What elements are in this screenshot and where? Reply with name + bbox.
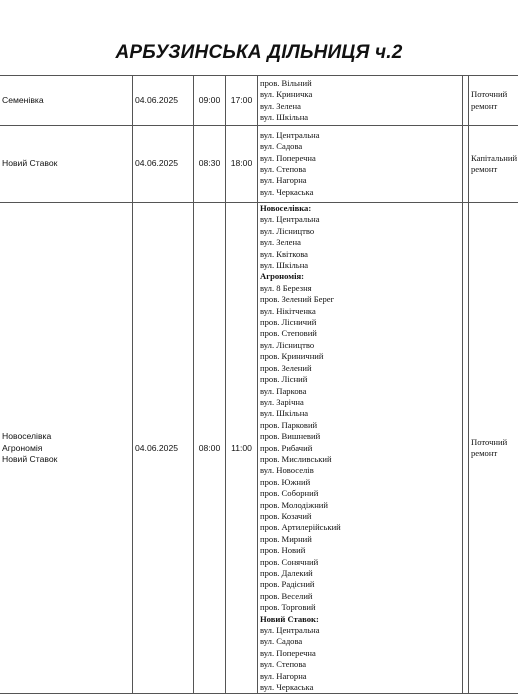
work-type-text: ремонт bbox=[471, 100, 498, 111]
street-name: вул. Центральна bbox=[260, 129, 320, 140]
street-group-heading: Новоселівка: bbox=[260, 203, 312, 213]
street-name: пров. Молодіжний bbox=[260, 499, 328, 510]
street-group-heading: Новий Ставок: bbox=[260, 613, 319, 624]
street-name: вул. Центральна bbox=[260, 625, 320, 636]
street-name: пров. Новий bbox=[260, 545, 306, 556]
date-cell: 04.06.2025 bbox=[133, 203, 194, 694]
street-name: вул. Нагорна bbox=[260, 670, 307, 681]
table-row bbox=[0, 76, 518, 126]
street-name: вул. Садова bbox=[260, 636, 303, 647]
street-name: пров. Козачий bbox=[260, 510, 312, 521]
streets-cell bbox=[258, 203, 463, 694]
work-type-text: Поточний bbox=[471, 436, 508, 447]
street-name: вул. Зелена bbox=[260, 100, 301, 111]
streets-cell bbox=[258, 126, 463, 203]
work-type-text: ремонт bbox=[471, 448, 498, 459]
work-type-cell bbox=[469, 126, 518, 203]
date-cell: 04.06.2025 bbox=[133, 126, 194, 203]
street-name: вул. Лісництво bbox=[260, 339, 315, 350]
work-type-cell bbox=[469, 76, 518, 126]
time-to-cell: 17:00 bbox=[226, 76, 258, 126]
street-name: пров. Артилерійський bbox=[260, 522, 341, 533]
street-name: вул. Поперечна bbox=[260, 152, 316, 163]
streets-cell bbox=[258, 76, 463, 126]
street-name: вул. Нагорна bbox=[260, 175, 307, 186]
locality-cell bbox=[0, 76, 133, 126]
street-name: вул. Поперечна bbox=[260, 647, 316, 658]
street-name: пров. Степовий bbox=[260, 328, 317, 339]
street-name: вул. Паркова bbox=[260, 385, 307, 396]
locality-name: Агрономія bbox=[2, 442, 43, 453]
work-type-text: Капітальний bbox=[471, 152, 518, 163]
street-name: пров. Зелений Берег bbox=[260, 294, 335, 305]
page-title: АРБУЗИНСЬКА ДІЛЬНИЦЯ ч.2 bbox=[115, 42, 403, 63]
street-name: вул. Садова bbox=[260, 141, 303, 152]
street-name: пров. Криничний bbox=[260, 351, 324, 362]
time-from-cell: 08:00 bbox=[194, 203, 226, 694]
street-name: вул. Лісництво bbox=[260, 225, 315, 236]
street-name: пров. Вільний bbox=[260, 77, 312, 88]
street-name: вул. Новоселів bbox=[260, 465, 314, 476]
locality-name: Новоселівка bbox=[2, 431, 52, 442]
time-from-cell: 09:00 bbox=[194, 76, 226, 126]
street-name: пров. Торговий bbox=[260, 602, 316, 613]
street-name: вул. Шкільна bbox=[260, 111, 309, 122]
locality-cell bbox=[0, 203, 133, 694]
street-name: пров. Веселий bbox=[260, 590, 313, 601]
street-name: пров. Мирний bbox=[260, 533, 312, 544]
street-name: вул. Черкаська bbox=[260, 682, 314, 693]
street-name: вул. Зелена bbox=[260, 237, 301, 248]
locality-name: Новий Ставок bbox=[2, 158, 58, 169]
street-name: вул. Шкільна bbox=[260, 408, 309, 419]
work-type-cell bbox=[469, 203, 518, 694]
locality-cell bbox=[0, 126, 133, 203]
street-name: пров. Вишневий bbox=[260, 431, 321, 442]
street-name: вул. 8 Березня bbox=[260, 282, 312, 293]
time-from-cell: 08:30 bbox=[194, 126, 226, 203]
street-name: вул. Центральна bbox=[260, 214, 320, 225]
time-to-cell: 18:00 bbox=[226, 126, 258, 203]
street-name: пров. Мисливський bbox=[260, 453, 332, 464]
work-type-text: Поточний bbox=[471, 89, 508, 100]
outage-schedule-table bbox=[0, 75, 518, 694]
work-type-text: ремонт bbox=[471, 164, 498, 174]
street-name: пров. Сонячний bbox=[260, 556, 319, 567]
street-name: пров. Зелений bbox=[260, 362, 312, 373]
street-name: пров. Радісний bbox=[260, 579, 315, 590]
locality-name: Новий Ставок bbox=[2, 453, 58, 464]
street-name: пров. Южний bbox=[260, 476, 311, 487]
street-name: вул. Степова bbox=[260, 164, 307, 174]
table-row bbox=[0, 126, 518, 203]
street-name: вул. Черкаська bbox=[260, 186, 314, 197]
street-name: пров. Рибачий bbox=[260, 442, 313, 453]
street-name: пров. Лісний bbox=[260, 374, 308, 385]
street-name: вул. Шкільна bbox=[260, 260, 309, 271]
street-group-heading: Агрономія: bbox=[260, 271, 305, 282]
street-name: вул. Нікітченка bbox=[260, 305, 316, 316]
street-name: пров. Парковий bbox=[260, 419, 318, 430]
street-name: вул. Степова bbox=[260, 659, 307, 670]
street-name: вул. Квіткова bbox=[260, 248, 308, 259]
table-row bbox=[0, 203, 518, 694]
street-name: вул. Криничка bbox=[260, 89, 313, 100]
street-name: пров. Далекий bbox=[260, 568, 313, 578]
street-name: пров. Соборний bbox=[260, 488, 319, 499]
locality-name: Семенівка bbox=[2, 94, 44, 105]
date-cell: 04.06.2025 bbox=[133, 76, 194, 126]
schedule-table-body bbox=[0, 76, 518, 694]
street-name: пров. Лісничий bbox=[260, 317, 317, 328]
street-name: вул. Зарічна bbox=[260, 396, 304, 407]
time-to-cell: 11:00 bbox=[226, 203, 258, 694]
